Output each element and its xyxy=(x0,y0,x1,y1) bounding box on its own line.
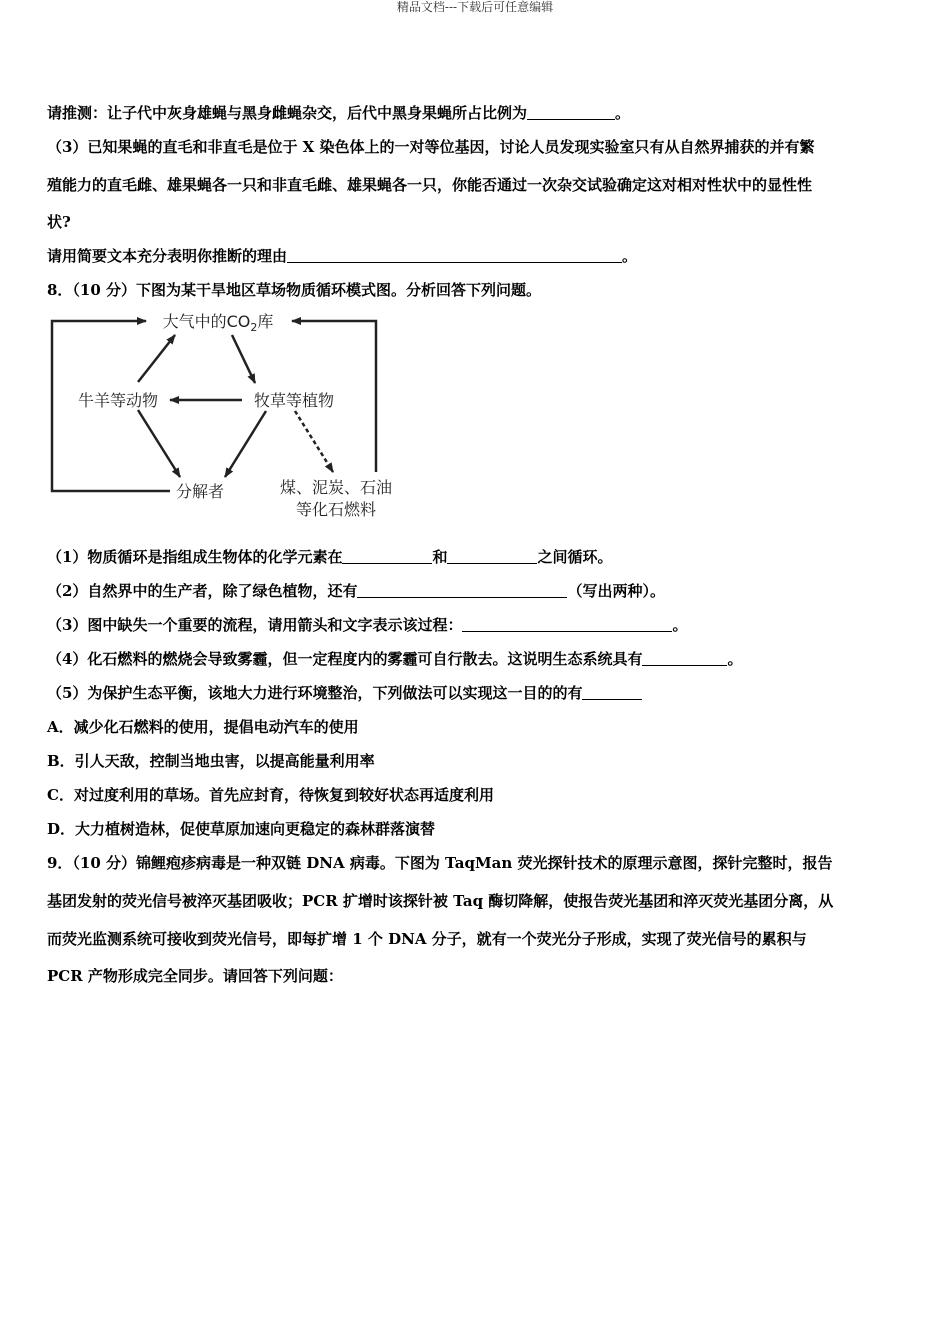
option-a: A．减少化石燃料的使用，提倡电动汽车的使用 xyxy=(47,718,359,736)
q8-sub3: （3）图中缺失一个重要的流程，请用箭头和文字表示该过程： 。 xyxy=(47,616,688,634)
option-c: C．对过度利用的草场。首先应封育，待恢复到较好状态再适度利用 xyxy=(47,786,494,804)
node-plants: 牧草等植物 xyxy=(253,391,335,410)
node-fossil-fuels-line1: 煤、泥炭、石油 xyxy=(279,478,393,497)
option-b: B．引人天敌，控制当地虫害，以提高能量利用率 xyxy=(47,752,375,770)
answer-blank[interactable] xyxy=(527,104,615,120)
answer-blank[interactable] xyxy=(462,616,672,632)
q9-line-4: PCR 产物形成完全同步。请回答下列问题： xyxy=(47,967,343,985)
q9-line-2: 基团发射的荧光信号被淬灭基团吸收；PCR 扩增时该探针被 Taq 酶切降解，使报告荧光基团和淬灭荧光基团分离，从 xyxy=(47,892,834,910)
q7-line-2: （3）已知果蝇的直毛和非直毛是位于 X 染色体上的一对等位基因，讨论人员发现实验室只有从自然界捕获的并有繁 xyxy=(47,138,815,156)
answer-blank[interactable] xyxy=(642,650,727,666)
q7-line-5: 请用简要文本充分表明你推断的理由 。 xyxy=(47,247,638,265)
node-decomposers: 分解者 xyxy=(175,482,225,501)
q8-sub1: （1）物质循环是指组成生物体的化学元素在 和 之间循环。 xyxy=(47,548,613,566)
node-fossil-fuels-line2: 等化石燃料 xyxy=(295,500,377,519)
answer-blank[interactable] xyxy=(447,548,537,564)
arrow-animals-to-decomposers xyxy=(138,410,180,477)
q8-sub5: （5）为保护生态平衡，该地大力进行环境整治，下列做法可以实现这一目的的有 xyxy=(47,683,642,703)
q8-sub2: （2）自然界中的生产者，除了绿色植物，还有 （写出两种）。 xyxy=(47,582,665,600)
option-d: D．大力植树造林，促使草原加速向更稳定的森林群落演替 xyxy=(47,820,436,838)
answer-blank[interactable] xyxy=(287,247,622,263)
q9-line-3: 而荧光监测系统可接收到荧光信号，即每扩增 1 个 DNA 分子，就有一个荧光分子形成，实现了荧光信号的累积与 xyxy=(47,930,807,948)
dashed-arrow-plants-to-fossil xyxy=(295,411,333,472)
node-animals: 牛羊等动物 xyxy=(77,391,159,410)
answer-blank[interactable] xyxy=(582,684,642,700)
q9-line-1: 9．（10 分）锦鲤疱疹病毒是一种双链 DNA 病毒。下图为 TaqMan 荧光探针技术的原理示意图，探针完整时，报告 xyxy=(47,854,833,872)
node-atmosphere-co2: 大气中的$CO_2$库 xyxy=(162,312,274,334)
page-header: 精品文档---下载后可任意编辑 xyxy=(396,0,554,14)
arrow-atmosphere-to-plants xyxy=(232,335,255,383)
q8-title: 8．（10 分）下图为某干旱地区草场物质循环模式图。分析回答下列问题。 xyxy=(47,281,542,299)
q7-line-3: 殖能力的直毛雌、雄果蝇各一只和非直毛雌、雄果蝇各一只，你能否通过一次杂交试验确定这对相对性状中的显性性 xyxy=(47,176,813,194)
q8-sub4: （4）化石燃料的燃烧会导致雾霾，但一定程度内的雾霾可自行散去。这说明生态系统具有 。 xyxy=(47,650,743,668)
carbon-cycle-diagram xyxy=(40,307,420,532)
arrow-animals-to-atmosphere xyxy=(138,335,175,382)
answer-blank[interactable] xyxy=(342,548,432,564)
q7-line-4: 状? xyxy=(47,213,71,231)
answer-blank[interactable] xyxy=(357,582,567,598)
arrow-plants-to-decomposers xyxy=(225,411,266,477)
q7-line-1: 请推测：让子代中灰身雄蝇与黑身雌蝇杂交，后代中黑身果蝇所占比例为 。 xyxy=(47,104,631,122)
